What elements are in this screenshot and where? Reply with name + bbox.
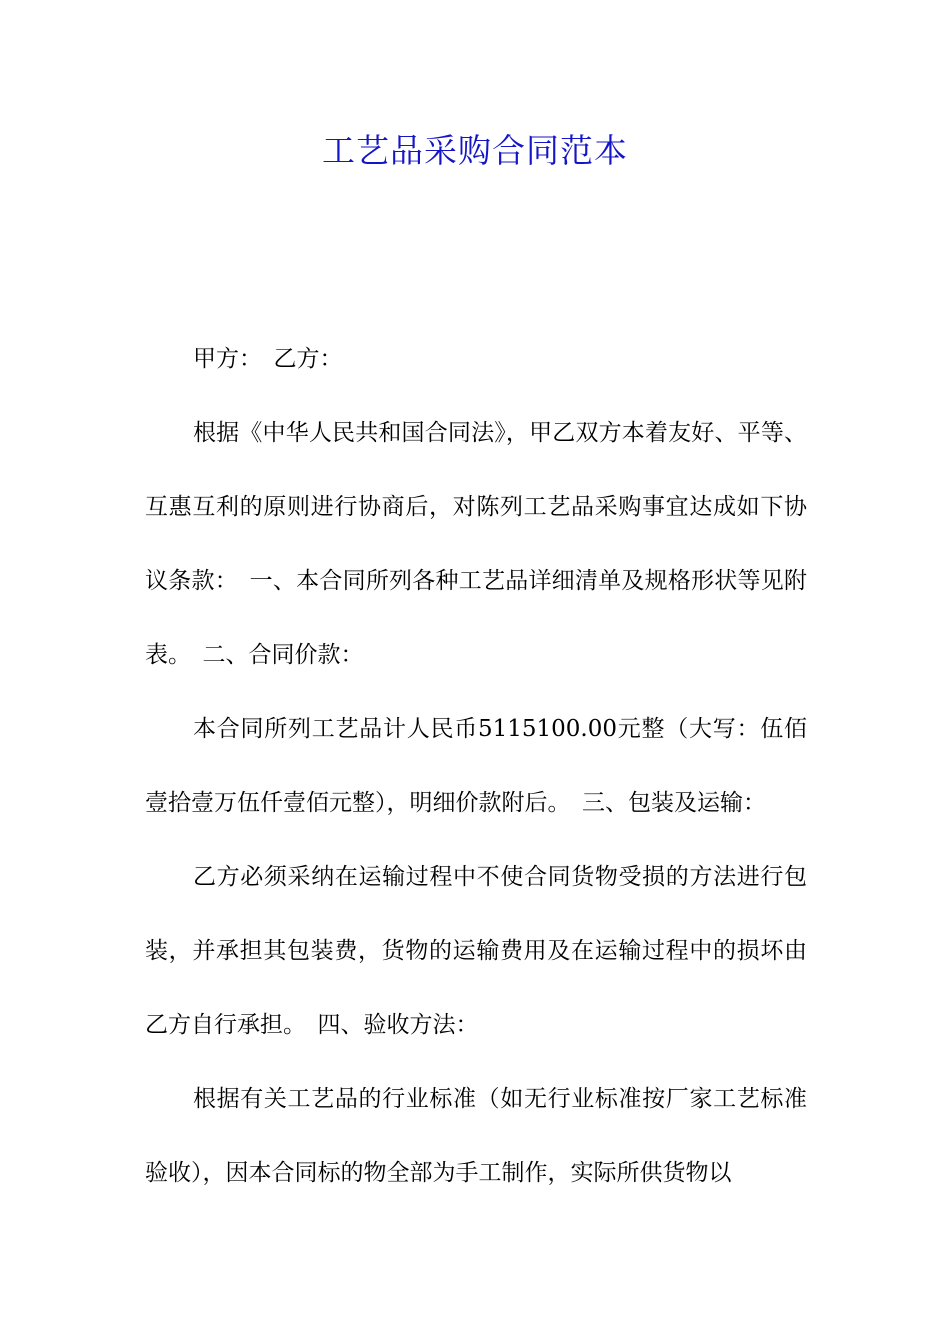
document-title: 工艺品采购合同范本 (322, 131, 628, 170)
paragraph-packaging: 乙方必须采纳在运输过程中不使合同货物受损的方法进行包装，并承担其包装费，货物的运输费用及在运输过程中的损坏由乙方自行承担。 四、验收方法： (145, 864, 807, 1038)
paragraph-preamble: 根据《中华人民共和国合同法》，甲乙双方本着友好、平等、互惠互利的原则进行协商后，对陈列工艺品采购事宜达成如下协议条款： 一、本合同所列各种工艺品详细清单及规格形状等见附表。 二、合同价款： (145, 420, 807, 668)
paragraph-price: 本合同所列工艺品计人民币5115100.00元整（大写：伍佰壹拾壹万伍仟壹佰元整），明细价款附后。 三、包装及运输： (145, 716, 807, 816)
paragraph-parties: 甲方： 乙方： (193, 346, 343, 372)
document-body (145, 322, 807, 1210)
paragraph-acceptance: 根据有关工艺品的行业标准（如无行业标准按厂家工艺标准验收），因本合同标的物全部为手工制作，实际所供货物以 (145, 1086, 807, 1186)
